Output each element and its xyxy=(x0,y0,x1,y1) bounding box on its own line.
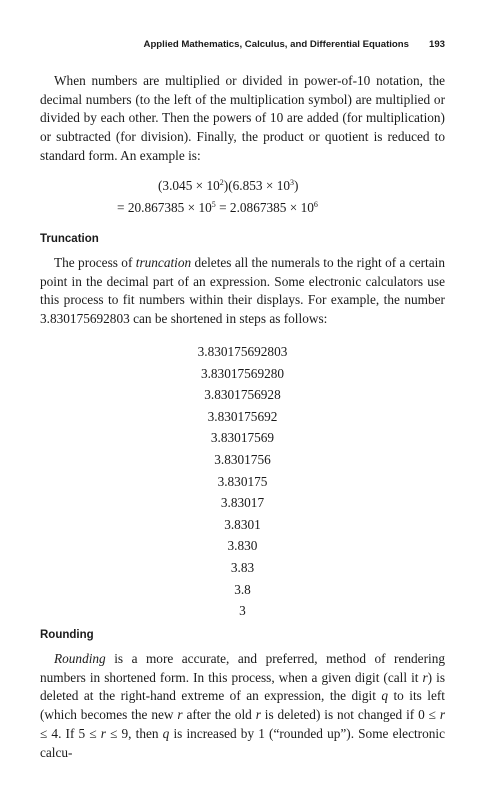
list-item: 3.8301756 xyxy=(214,451,271,467)
list-item: 3.83 xyxy=(230,559,255,575)
list-item: 3.830175 xyxy=(217,473,268,489)
truncation-steps-list xyxy=(0,341,479,622)
paragraph-rounding: Rounding is a more accurate, and preferred, method of rendering numbers in shortened form. In this process, when a given digit (call it r) is deleted at the right-hand extreme of an expression, the digit q to its left (which becomes the new r after the old r is deleted) is not changed if 0 ≤ r ≤ 4. If 5 ≤ r ≤ 9, then q is increased by 1 (“rounded up”). Some electronic calcu- xyxy=(40,651,445,760)
list-item: 3.83017569280 xyxy=(200,365,285,381)
paragraph-text: When numbers are multiplied or divided in power-of-10 notation, the decimal numbers (to the left of the multiplication symbol) are multiplied or divided by each other. Then the powers of 10 are added (for multiplication) or subtracted (for division). Finally, the product or quotient is reduced to standard form. An example is: xyxy=(40,73,445,163)
section-heading-rounding: Rounding xyxy=(40,629,94,641)
list-item: 3.830175692803 xyxy=(197,344,288,359)
paragraph-power-of-10 xyxy=(40,72,445,166)
page-header xyxy=(0,39,479,53)
list-item: 3.8301 xyxy=(224,516,261,532)
paragraph-truncation: The process of truncation deletes all the numerals to the right of a certain point in the decimal part of an expression. Some electronic calculators use this process to fit numbers within their displays. For example, the number 3.830175692803 can be shortened in steps as follows: xyxy=(40,255,445,327)
equation-line-2: = $20.867385 \times 10^5 = 2.0867385 \times 10^6$ xyxy=(117,200,318,215)
equation-line-1: $(3.045 \times 10^2)(6.853 \times 10^3)$ xyxy=(158,178,299,193)
list-item: 3 xyxy=(239,603,246,619)
list-item: 3.8 xyxy=(234,581,251,597)
list-item: 3.83017 xyxy=(220,495,265,511)
list-item: 3.830175692 xyxy=(207,408,278,424)
list-item: 3.830 xyxy=(227,538,258,554)
running-title: Applied Mathematics, Calculus, and Differential Equations xyxy=(143,39,409,50)
page-number: 193 xyxy=(428,39,445,50)
section-heading-truncation: Truncation xyxy=(40,233,99,245)
list-item: 3.8301756928 xyxy=(204,387,281,403)
list-item: 3.83017569 xyxy=(210,430,275,446)
